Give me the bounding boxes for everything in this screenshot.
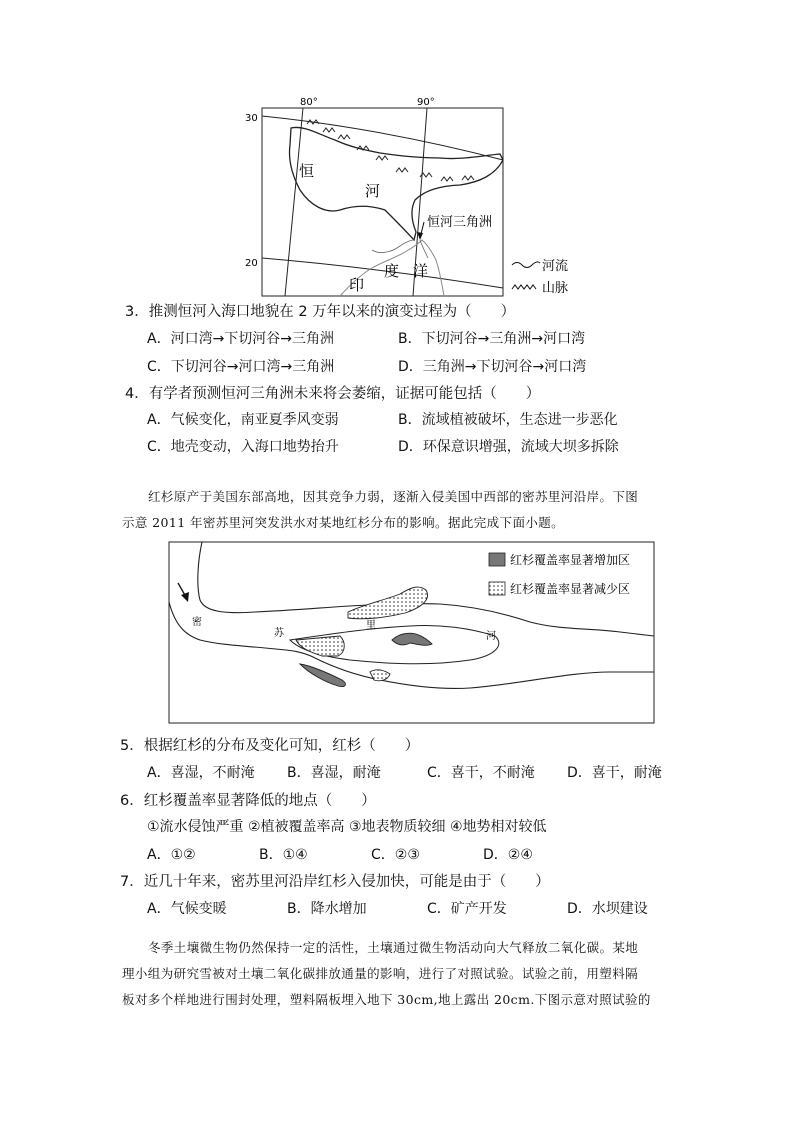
label-heng: 恒 (299, 162, 315, 180)
river-char-he: 河 (486, 631, 496, 642)
intro2-line3: 板对多个样地进行围封处理，塑料隔板埋入地下 30cm,地上露出 20cm.下图示意对照试验的 (122, 992, 651, 1007)
legend-mountain-symbol (512, 285, 536, 289)
q7-option-b[interactable]: B．降水增加 (287, 901, 367, 917)
legend-decrease-swatch (489, 582, 505, 595)
decrease-zone (348, 587, 428, 619)
lon90-label: 90° (417, 97, 435, 108)
q5-stem: 5．根据红杉的分布及变化可知，红杉（ ） (120, 738, 420, 754)
legend-river-symbol (512, 262, 540, 268)
longitude-80-line (285, 108, 303, 296)
river-line (420, 240, 428, 258)
label-he: 河 (365, 182, 381, 200)
q7-stem: 7．近几十年来，密苏里河沿岸红杉入侵加快，可能是由于（ ） (120, 874, 550, 890)
river-char-mi: 密 (192, 617, 202, 628)
lat20-label: 20 (245, 258, 258, 269)
river-char-li: 里 (366, 620, 376, 631)
q3-option-d[interactable]: D．三角洲→下切河谷→河口湾 (398, 359, 587, 375)
q7-option-a[interactable]: A．气候变暖 (147, 901, 227, 917)
q7-option-d[interactable]: D．水坝建设 (567, 901, 648, 917)
legend-increase-swatch (489, 553, 505, 566)
q3-option-a[interactable]: A．河口湾→下切河谷→三角洲 (147, 331, 335, 347)
label-delta: 恒河三角洲 (427, 215, 493, 230)
legend-mountain-label: 山脉 (542, 281, 569, 296)
decrease-zone (370, 670, 390, 681)
increase-zone (300, 664, 345, 687)
map1-frame (262, 108, 503, 296)
mountain-symbols (307, 120, 474, 181)
q5-option-d[interactable]: D．喜干，耐淹 (567, 765, 662, 781)
q6-option-b[interactable]: B．①④ (259, 847, 308, 863)
legend-river-label: 河流 (542, 259, 569, 274)
q4-option-a[interactable]: A．气候变化，南亚夏季风变弱 (147, 412, 339, 428)
q5-option-a[interactable]: A．喜湿，不耐淹 (147, 765, 255, 781)
q4-option-b[interactable]: B．流域植被破坏，生态进一步恶化 (398, 412, 618, 428)
increase-zone (392, 633, 432, 645)
ganges-map (240, 94, 590, 300)
label-du: 度 (384, 262, 400, 280)
q3-option-b[interactable]: B．下切河谷→三角洲→河口湾 (398, 331, 586, 347)
legend-increase-label: 红杉覆盖率显著增加区 (510, 553, 631, 567)
missouri-river-map (168, 541, 656, 725)
q5-option-b[interactable]: B．喜湿，耐淹 (287, 765, 381, 781)
label-yin: 印 (349, 276, 365, 294)
q6-option-d[interactable]: D．②④ (483, 847, 533, 863)
flow-arrow-head (181, 592, 189, 602)
label-yang: 洋 (413, 262, 429, 280)
legend-decrease-label: 红杉覆盖率显著减少区 (510, 582, 631, 596)
intro1-line1: 红杉原产于美国东部高地，因其竞争力弱，逐渐入侵美国中西部的密苏里河沿岸。下图 (148, 489, 639, 504)
river-south-bank (169, 602, 654, 689)
intro2-line1: 冬季土壤微生物仍然保持一定的活性，土壤通过微生物活动向大气释放二氧化碳。某地 (148, 940, 639, 955)
q6-stem: 6．红杉覆盖率显著降低的地点（ ） (120, 793, 376, 809)
q4-option-c[interactable]: C．地壳变动，入海口地势抬升 (147, 439, 339, 455)
map2-frame (169, 542, 654, 723)
q3-stem: 3．推测恒河入海口地貌在 2 万年以来的演变过程为（ ） (125, 304, 516, 320)
q5-option-c[interactable]: C．喜干，不耐淹 (427, 765, 535, 781)
q4-stem: 4．有学者预测恒河三角洲未来将会萎缩，证据可能包括（ ） (125, 386, 541, 402)
lon80-label: 80° (300, 97, 318, 108)
intro1-line2: 示意 2011 年密苏里河突发洪水对某地红杉分布的影响。据此完成下面小题。 (122, 515, 565, 530)
q3-option-c[interactable]: C．下切河谷→河口湾→三角洲 (147, 359, 335, 375)
q6-option-c[interactable]: C．②③ (371, 847, 420, 863)
intro2-line2: 理小组为研究雪被对土壤二氧化碳排放通量的影响，进行了对照试验。试验之前，用塑料隔 (122, 966, 639, 981)
q6-items: ①流水侵蚀严重 ②植被覆盖率高 ③地表物质较细 ④地势相对较低 (147, 819, 547, 835)
q4-option-d[interactable]: D．环保意识增强，流域大坝多拆除 (398, 439, 619, 455)
lat30-label: 30 (245, 113, 258, 124)
q6-option-a[interactable]: A．①② (147, 847, 196, 863)
q7-option-c[interactable]: C．矿产开发 (427, 901, 507, 917)
river-char-su: 苏 (274, 628, 284, 639)
